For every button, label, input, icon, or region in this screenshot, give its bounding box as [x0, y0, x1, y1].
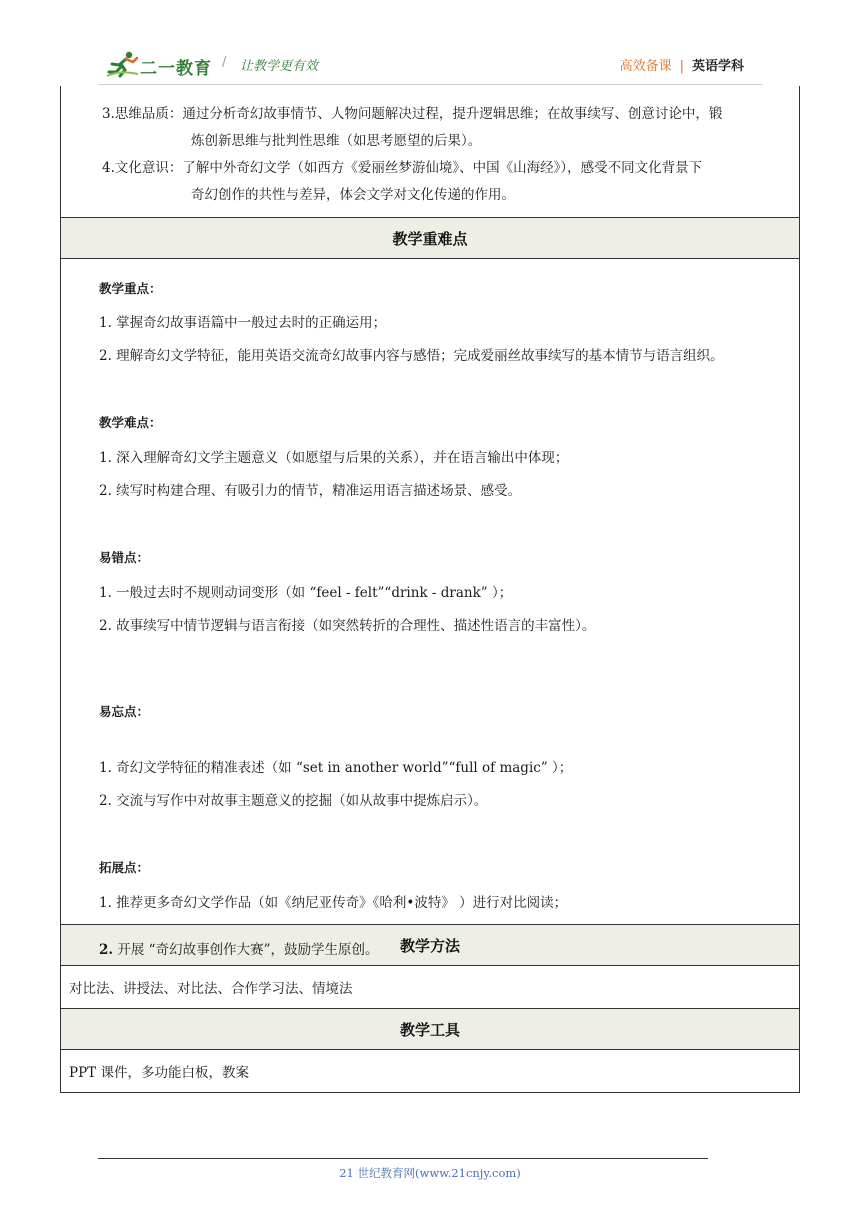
difficulty-item-1: 1. 深入理解奇幻文学主题意义（如愿望与后果的关系），并在语言输出中体现； — [99, 450, 569, 466]
header-label-subject: 英语学科 — [691, 59, 744, 74]
objective-thinking-line1: 3.思维品质：通过分析奇幻故事情节、人物问题解决过程，提升逻辑思维；在故事续写、创意讨论中，锻 — [102, 106, 723, 122]
error-prone-item-1: 1. 一般过去时不规则动词变形（如 “feel - felt”“drink - drank” ）； — [99, 585, 513, 601]
extension-item-1: 1. 推荐更多奇幻文学作品（如《纳尼亚传奇》《哈利•波特》 ）进行对比阅读； — [99, 895, 568, 911]
objective-culture-line1: 4.文化意识：了解中外奇幻文学（如西方《爱丽丝梦游仙境》、中国《山海经》），感受不同文化背景下 — [102, 160, 703, 176]
section-heading-key-points: 教学重难点 — [61, 217, 799, 258]
objective-culture-line2: 奇幻创作的共性与差异，体会文学对文化传递的作用。 — [191, 187, 515, 203]
brand-name: 二一教育 — [140, 59, 212, 79]
section-heading-method: 教学方法 — [61, 924, 799, 965]
easy-forget-item-1: 1. 奇幻文学特征的精准表述（如 “set in another world”“full of magic” ）； — [99, 760, 573, 776]
focus-item-1: 1. 掌握奇幻故事语篇中一般过去时的正确运用； — [99, 315, 387, 331]
method-cell: 对比法、讲授法、对比法、合作学习法、情境法 — [61, 965, 799, 1008]
objectives-cell — [61, 86, 799, 217]
objective-thinking-line2: 炼创新思维与批判性思维（如思考愿望的后果）。 — [191, 133, 482, 149]
header-divider: / — [222, 55, 227, 70]
brand-slogan: 让教学更有效 — [240, 59, 319, 74]
tools-cell: PPT 课件，多功能白板，教案 — [61, 1049, 799, 1092]
easy-forget-label: 易忘点： — [99, 704, 150, 719]
footer-rule — [98, 1158, 708, 1159]
extension-label: 拓展点： — [99, 860, 150, 875]
footer-source: 21 世纪教育网(www.21cnjy.com) — [339, 1166, 521, 1180]
focus-label: 教学重点： — [99, 281, 162, 296]
section-heading-tools: 教学工具 — [61, 1008, 799, 1049]
focus-item-2: 2. 理解奇幻文学特征，能用英语交流奇幻故事内容与感悟；完成爱丽丝故事续写的基本情节与语言组织。 — [99, 348, 724, 364]
difficulty-item-2: 2. 续写时构建合理、有吸引力的情节，精准运用语言描述场景、感受。 — [99, 483, 522, 499]
easy-forget-item-2: 2. 交流与写作中对故事主题意义的挖掘（如从故事中提炼启示）。 — [99, 793, 488, 809]
runner-logo-icon — [106, 50, 140, 78]
page-header — [0, 0, 860, 86]
difficulty-label: 教学难点： — [99, 415, 162, 430]
key-points-cell — [61, 258, 799, 924]
header-separator: | — [679, 59, 684, 74]
header-rule — [98, 84, 762, 85]
error-prone-label: 易错点： — [99, 550, 150, 565]
header-label-lesson-prep: 高效备课 — [619, 59, 672, 74]
extension-item-2: 2. 开展 “奇幻故事创作大赛”，鼓励学生原创。 — [99, 942, 379, 958]
error-prone-item-2: 2. 故事续写中情节逻辑与语言衔接（如突然转折的合理性、描述性语言的丰富性）。 — [99, 618, 596, 634]
header-subject — [620, 55, 744, 74]
